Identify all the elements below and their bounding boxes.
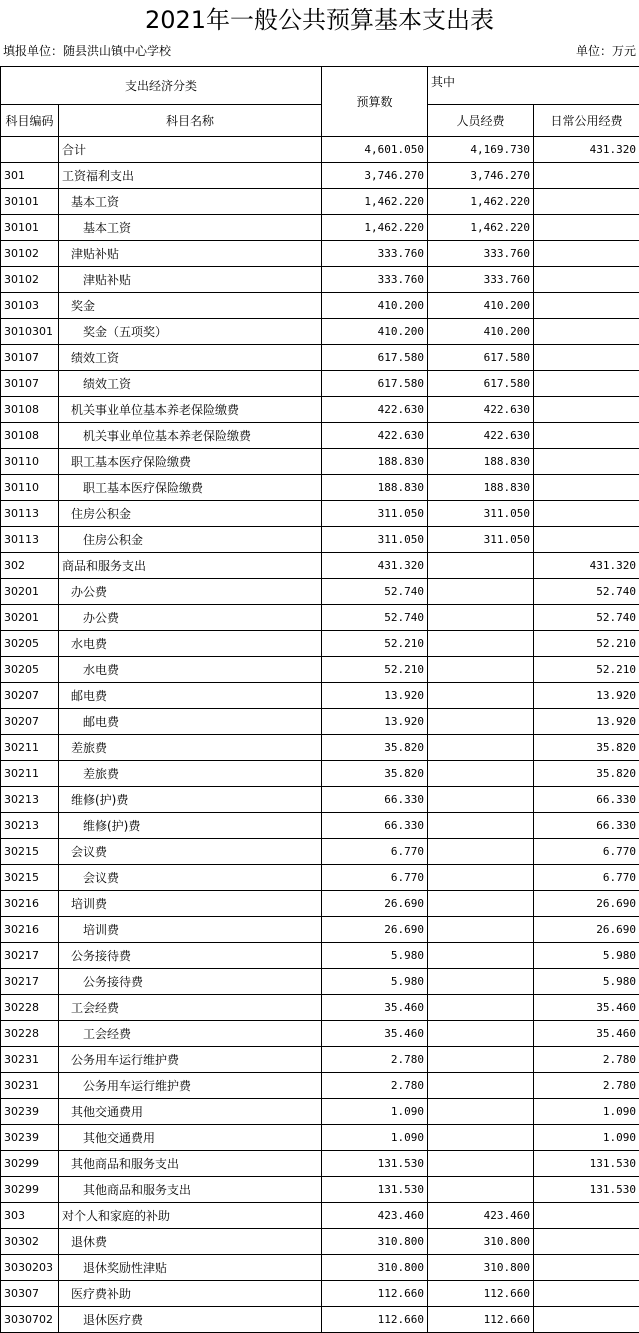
cell-personnel	[428, 761, 534, 787]
cell-daily: 2.780	[534, 1047, 639, 1073]
cell-daily	[534, 189, 639, 215]
cell-budget: 1,462.220	[322, 189, 428, 215]
cell-personnel: 423.460	[428, 1203, 534, 1229]
cell-daily: 26.690	[534, 891, 639, 917]
cell-code: 30102	[1, 267, 59, 293]
cell-daily	[534, 1255, 639, 1281]
cell-daily	[534, 501, 639, 527]
cell-name: 医疗费补助	[59, 1281, 322, 1307]
cell-personnel	[428, 657, 534, 683]
cell-daily: 26.690	[534, 917, 639, 943]
cell-name: 维修(护)费	[59, 813, 322, 839]
cell-code: 30215	[1, 839, 59, 865]
cell-budget: 333.760	[322, 241, 428, 267]
cell-budget: 131.530	[322, 1151, 428, 1177]
cell-name: 其他交通费用	[59, 1099, 322, 1125]
expenditure-table	[0, 66, 639, 1333]
cell-budget: 13.920	[322, 683, 428, 709]
cell-code: 303	[1, 1203, 59, 1229]
cell-personnel: 422.630	[428, 423, 534, 449]
table-row	[1, 267, 639, 293]
cell-name: 公务用车运行维护费	[59, 1047, 322, 1073]
cell-code: 30216	[1, 891, 59, 917]
cell-name: 工会经费	[59, 995, 322, 1021]
cell-code: 30101	[1, 189, 59, 215]
cell-name: 津贴补贴	[59, 241, 322, 267]
table-row	[1, 475, 639, 501]
table-row	[1, 631, 639, 657]
cell-name: 工会经费	[59, 1021, 322, 1047]
cell-budget: 131.530	[322, 1177, 428, 1203]
cell-daily	[534, 241, 639, 267]
cell-budget: 410.200	[322, 319, 428, 345]
cell-code: 30201	[1, 605, 59, 631]
cell-code: 30307	[1, 1281, 59, 1307]
table-row	[1, 605, 639, 631]
table-row	[1, 371, 639, 397]
cell-daily: 13.920	[534, 709, 639, 735]
cell-name: 差旅费	[59, 761, 322, 787]
cell-daily: 35.460	[534, 995, 639, 1021]
cell-personnel	[428, 787, 534, 813]
cell-name: 水电费	[59, 657, 322, 683]
cell-daily: 5.980	[534, 969, 639, 995]
cell-personnel	[428, 1047, 534, 1073]
cell-code: 30205	[1, 631, 59, 657]
cell-name: 职工基本医疗保险缴费	[59, 475, 322, 501]
table-row	[1, 657, 639, 683]
cell-personnel	[428, 1151, 534, 1177]
table-row	[1, 1021, 639, 1047]
cell-personnel: 617.580	[428, 345, 534, 371]
cell-code: 30113	[1, 501, 59, 527]
cell-daily: 52.210	[534, 657, 639, 683]
cell-name: 其他商品和服务支出	[59, 1177, 322, 1203]
cell-name: 对个人和家庭的补助	[59, 1203, 322, 1229]
cell-code: 30207	[1, 709, 59, 735]
cell-name: 商品和服务支出	[59, 553, 322, 579]
table-row	[1, 1229, 639, 1255]
cell-personnel	[428, 735, 534, 761]
cell-budget: 5.980	[322, 943, 428, 969]
header-name: 科目名称	[59, 105, 322, 137]
cell-budget: 310.800	[322, 1229, 428, 1255]
cell-personnel	[428, 683, 534, 709]
cell-code: 3010301	[1, 319, 59, 345]
cell-budget: 2.780	[322, 1073, 428, 1099]
cell-name: 培训费	[59, 891, 322, 917]
cell-budget: 310.800	[322, 1255, 428, 1281]
cell-budget: 422.630	[322, 397, 428, 423]
cell-name: 会议费	[59, 839, 322, 865]
table-row	[1, 995, 639, 1021]
cell-personnel: 310.800	[428, 1229, 534, 1255]
cell-personnel: 410.200	[428, 293, 534, 319]
cell-name: 奖金	[59, 293, 322, 319]
cell-daily	[534, 163, 639, 189]
cell-code: 30299	[1, 1151, 59, 1177]
table-row	[1, 163, 639, 189]
table-row	[1, 579, 639, 605]
cell-name: 培训费	[59, 917, 322, 943]
cell-daily: 5.980	[534, 943, 639, 969]
cell-code: 30302	[1, 1229, 59, 1255]
cell-name: 基本工资	[59, 189, 322, 215]
table-row	[1, 241, 639, 267]
cell-code: 30217	[1, 943, 59, 969]
cell-budget: 5.980	[322, 969, 428, 995]
cell-code: 30231	[1, 1073, 59, 1099]
cell-name: 会议费	[59, 865, 322, 891]
cell-code	[1, 137, 59, 163]
cell-name: 机关事业单位基本养老保险缴费	[59, 397, 322, 423]
cell-budget: 66.330	[322, 813, 428, 839]
cell-personnel: 410.200	[428, 319, 534, 345]
cell-code: 30201	[1, 579, 59, 605]
cell-daily: 66.330	[534, 813, 639, 839]
cell-personnel	[428, 1099, 534, 1125]
cell-personnel	[428, 1021, 534, 1047]
cell-personnel	[428, 995, 534, 1021]
cell-personnel	[428, 605, 534, 631]
cell-daily: 66.330	[534, 787, 639, 813]
table-row	[1, 865, 639, 891]
header-personnel: 人员经费	[428, 105, 534, 137]
cell-personnel: 112.660	[428, 1307, 534, 1333]
cell-budget: 112.660	[322, 1281, 428, 1307]
cell-code: 30207	[1, 683, 59, 709]
cell-name: 退休费	[59, 1229, 322, 1255]
table-row	[1, 449, 639, 475]
cell-budget: 35.820	[322, 761, 428, 787]
table-row	[1, 501, 639, 527]
cell-personnel: 188.830	[428, 449, 534, 475]
cell-name: 合计	[59, 137, 322, 163]
cell-code: 30299	[1, 1177, 59, 1203]
cell-name: 绩效工资	[59, 371, 322, 397]
cell-name: 办公费	[59, 579, 322, 605]
cell-name: 住房公积金	[59, 527, 322, 553]
cell-code: 30213	[1, 813, 59, 839]
cell-name: 绩效工资	[59, 345, 322, 371]
cell-personnel: 4,169.730	[428, 137, 534, 163]
cell-name: 公务接待费	[59, 943, 322, 969]
cell-daily	[534, 1203, 639, 1229]
cell-code: 30107	[1, 345, 59, 371]
cell-personnel	[428, 839, 534, 865]
cell-daily	[534, 527, 639, 553]
cell-name: 维修(护)费	[59, 787, 322, 813]
cell-code: 30228	[1, 1021, 59, 1047]
cell-code: 30211	[1, 735, 59, 761]
cell-budget: 6.770	[322, 865, 428, 891]
cell-name: 邮电费	[59, 683, 322, 709]
cell-personnel: 617.580	[428, 371, 534, 397]
cell-personnel	[428, 813, 534, 839]
table-row	[1, 943, 639, 969]
table-row	[1, 1047, 639, 1073]
cell-budget: 431.320	[322, 553, 428, 579]
cell-personnel: 333.760	[428, 267, 534, 293]
cell-personnel	[428, 969, 534, 995]
cell-daily: 2.780	[534, 1073, 639, 1099]
cell-budget: 26.690	[322, 891, 428, 917]
cell-budget: 3,746.270	[322, 163, 428, 189]
cell-personnel: 422.630	[428, 397, 534, 423]
cell-personnel: 1,462.220	[428, 189, 534, 215]
table-row	[1, 1177, 639, 1203]
cell-budget: 66.330	[322, 787, 428, 813]
table-row	[1, 761, 639, 787]
table-row	[1, 1307, 639, 1333]
cell-personnel: 310.800	[428, 1255, 534, 1281]
table-row	[1, 1281, 639, 1307]
table-row	[1, 1125, 639, 1151]
cell-personnel	[428, 1177, 534, 1203]
table-row	[1, 1099, 639, 1125]
cell-code: 302	[1, 553, 59, 579]
table-row	[1, 1203, 639, 1229]
cell-personnel: 188.830	[428, 475, 534, 501]
cell-code: 30211	[1, 761, 59, 787]
cell-budget: 52.210	[322, 657, 428, 683]
cell-personnel	[428, 891, 534, 917]
cell-daily: 52.210	[534, 631, 639, 657]
cell-name: 基本工资	[59, 215, 322, 241]
cell-personnel: 3,746.270	[428, 163, 534, 189]
cell-code: 30216	[1, 917, 59, 943]
cell-personnel	[428, 1073, 534, 1099]
cell-code: 30108	[1, 423, 59, 449]
cell-code: 3030203	[1, 1255, 59, 1281]
cell-budget: 52.210	[322, 631, 428, 657]
cell-budget: 1.090	[322, 1125, 428, 1151]
reporting-unit-label: 填报单位：随县洪山镇中心学校	[3, 40, 171, 62]
cell-daily	[534, 397, 639, 423]
cell-budget: 410.200	[322, 293, 428, 319]
cell-budget: 6.770	[322, 839, 428, 865]
cell-name: 差旅费	[59, 735, 322, 761]
cell-code: 30205	[1, 657, 59, 683]
cell-daily	[534, 215, 639, 241]
cell-name: 机关事业单位基本养老保险缴费	[59, 423, 322, 449]
cell-budget: 1.090	[322, 1099, 428, 1125]
cell-budget: 188.830	[322, 475, 428, 501]
header-row-2	[1, 105, 639, 137]
header-row-1	[1, 67, 639, 105]
table-row	[1, 917, 639, 943]
table-row	[1, 137, 639, 163]
cell-personnel	[428, 917, 534, 943]
cell-name: 退休医疗费	[59, 1307, 322, 1333]
report-meta	[0, 40, 639, 62]
cell-code: 30239	[1, 1099, 59, 1125]
table-row	[1, 189, 639, 215]
cell-daily	[534, 1281, 639, 1307]
cell-name: 奖金（五项奖）	[59, 319, 322, 345]
cell-budget: 52.740	[322, 579, 428, 605]
cell-budget: 26.690	[322, 917, 428, 943]
table-row	[1, 423, 639, 449]
cell-daily: 131.530	[534, 1151, 639, 1177]
cell-daily	[534, 423, 639, 449]
table-row	[1, 397, 639, 423]
cell-name: 职工基本医疗保险缴费	[59, 449, 322, 475]
table-row	[1, 969, 639, 995]
cell-personnel	[428, 865, 534, 891]
cell-name: 其他交通费用	[59, 1125, 322, 1151]
table-row	[1, 527, 639, 553]
cell-budget: 188.830	[322, 449, 428, 475]
cell-budget: 35.460	[322, 1021, 428, 1047]
cell-budget: 422.630	[322, 423, 428, 449]
header-code: 科目编码	[1, 105, 59, 137]
cell-daily: 1.090	[534, 1125, 639, 1151]
cell-code: 30110	[1, 449, 59, 475]
cell-budget: 311.050	[322, 501, 428, 527]
cell-name: 工资福利支出	[59, 163, 322, 189]
cell-code: 30228	[1, 995, 59, 1021]
cell-daily: 13.920	[534, 683, 639, 709]
cell-personnel	[428, 553, 534, 579]
cell-code: 30101	[1, 215, 59, 241]
cell-name: 公务用车运行维护费	[59, 1073, 322, 1099]
table-row	[1, 319, 639, 345]
cell-code: 30107	[1, 371, 59, 397]
cell-code: 301	[1, 163, 59, 189]
table-row	[1, 735, 639, 761]
cell-name: 住房公积金	[59, 501, 322, 527]
cell-daily: 35.460	[534, 1021, 639, 1047]
cell-budget: 13.920	[322, 709, 428, 735]
header-daily: 日常公用经费	[534, 105, 639, 137]
table-row	[1, 839, 639, 865]
cell-code: 30231	[1, 1047, 59, 1073]
cell-personnel: 333.760	[428, 241, 534, 267]
table-row	[1, 1073, 639, 1099]
cell-daily: 35.820	[534, 735, 639, 761]
cell-budget: 35.820	[322, 735, 428, 761]
cell-code: 30217	[1, 969, 59, 995]
table-row	[1, 1151, 639, 1177]
cell-daily: 131.530	[534, 1177, 639, 1203]
cell-name: 邮电费	[59, 709, 322, 735]
cell-code: 30113	[1, 527, 59, 553]
cell-budget: 311.050	[322, 527, 428, 553]
table-row	[1, 683, 639, 709]
table-row	[1, 1255, 639, 1281]
cell-personnel	[428, 579, 534, 605]
cell-budget: 4,601.050	[322, 137, 428, 163]
cell-daily: 431.320	[534, 553, 639, 579]
cell-budget: 2.780	[322, 1047, 428, 1073]
table-row	[1, 709, 639, 735]
cell-daily	[534, 1229, 639, 1255]
cell-daily	[534, 1307, 639, 1333]
cell-code: 30215	[1, 865, 59, 891]
table-row	[1, 891, 639, 917]
cell-code: 30213	[1, 787, 59, 813]
table-row	[1, 813, 639, 839]
cell-personnel: 112.660	[428, 1281, 534, 1307]
cell-name: 公务接待费	[59, 969, 322, 995]
cell-daily: 52.740	[534, 579, 639, 605]
cell-budget: 333.760	[322, 267, 428, 293]
cell-daily	[534, 449, 639, 475]
header-budget: 预算数	[322, 67, 428, 137]
page-title: 2021年一般公共预算基本支出表	[0, 0, 639, 40]
table-body	[1, 137, 639, 1333]
cell-name: 办公费	[59, 605, 322, 631]
table-row	[1, 345, 639, 371]
cell-daily	[534, 345, 639, 371]
cell-code: 30102	[1, 241, 59, 267]
cell-code: 3030702	[1, 1307, 59, 1333]
cell-budget: 52.740	[322, 605, 428, 631]
cell-daily	[534, 293, 639, 319]
header-of-which: 其中	[428, 67, 639, 105]
cell-daily: 52.740	[534, 605, 639, 631]
cell-personnel	[428, 631, 534, 657]
cell-daily: 431.320	[534, 137, 639, 163]
table-row	[1, 293, 639, 319]
cell-personnel: 311.050	[428, 527, 534, 553]
cell-daily	[534, 475, 639, 501]
cell-name: 其他商品和服务支出	[59, 1151, 322, 1177]
cell-personnel	[428, 709, 534, 735]
cell-name: 退休奖励性津贴	[59, 1255, 322, 1281]
cell-budget: 1,462.220	[322, 215, 428, 241]
currency-unit-label: 单位：万元	[576, 40, 636, 62]
cell-budget: 112.660	[322, 1307, 428, 1333]
table-row	[1, 215, 639, 241]
table-row	[1, 787, 639, 813]
table-row	[1, 553, 639, 579]
cell-name: 津贴补贴	[59, 267, 322, 293]
cell-daily: 1.090	[534, 1099, 639, 1125]
cell-daily	[534, 267, 639, 293]
cell-personnel	[428, 943, 534, 969]
cell-budget: 617.580	[322, 345, 428, 371]
cell-name: 水电费	[59, 631, 322, 657]
cell-personnel: 1,462.220	[428, 215, 534, 241]
cell-code: 30110	[1, 475, 59, 501]
cell-daily	[534, 319, 639, 345]
cell-budget: 35.460	[322, 995, 428, 1021]
cell-daily	[534, 371, 639, 397]
cell-daily: 6.770	[534, 839, 639, 865]
cell-personnel: 311.050	[428, 501, 534, 527]
cell-personnel	[428, 1125, 534, 1151]
cell-daily: 6.770	[534, 865, 639, 891]
header-econ-class: 支出经济分类	[1, 67, 322, 105]
cell-budget: 617.580	[322, 371, 428, 397]
cell-budget: 423.460	[322, 1203, 428, 1229]
cell-code: 30103	[1, 293, 59, 319]
cell-daily: 35.820	[534, 761, 639, 787]
cell-code: 30239	[1, 1125, 59, 1151]
cell-code: 30108	[1, 397, 59, 423]
